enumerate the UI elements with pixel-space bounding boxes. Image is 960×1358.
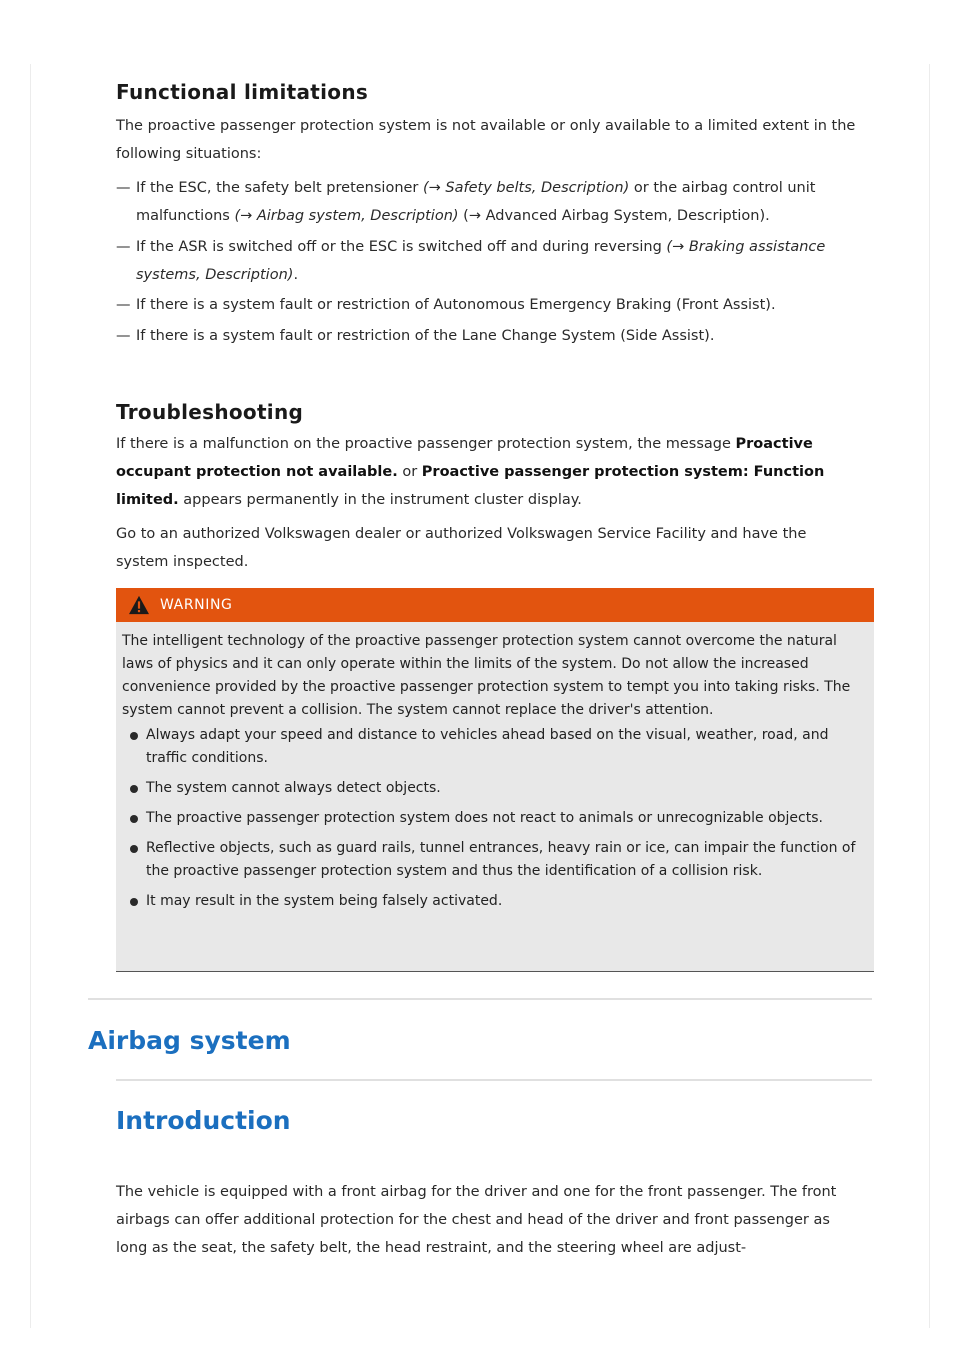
bullet-text: Reflective objects, such as guard rails, tunnel entrances, heavy rain or ice, can impair the function of the proactive passenger protection system and thus the identification of a collision risk. bbox=[146, 840, 856, 879]
list-item bbox=[116, 322, 886, 350]
cross-reference-link[interactable]: (→ Advanced Airbag System, Description). bbox=[458, 208, 770, 224]
list-dash: — bbox=[116, 239, 131, 255]
introduction-heading: Introduction bbox=[116, 1106, 291, 1135]
functional-limitations-intro: The proactive passenger protection system is not available or only available to a limited extent in the following situations: bbox=[116, 118, 856, 162]
paragraph-text: appears permanently in the instrument cluster display. bbox=[178, 492, 582, 508]
bullet-text: Always adapt your speed and distance to vehicles ahead based on the visual, weather, road, and traffic conditions. bbox=[146, 727, 829, 766]
list-text: If the ASR is switched off or the ESC is switched off and during reversing bbox=[136, 239, 667, 255]
page-border-right bbox=[929, 64, 930, 1328]
section-divider bbox=[88, 998, 872, 1000]
airbag-intro-paragraph: The vehicle is equipped with a front airbag for the driver and one for the front passenger. The front airbags can offer additional protection for the chest and head of the driver and front passenger as long as the seat, the safety belt, the head restraint, and the steering wheel are adjust- bbox=[116, 1184, 837, 1256]
list-text: If there is a system fault or restriction of the Lane Change System (Side Assist). bbox=[136, 328, 715, 344]
list-text: . bbox=[293, 267, 299, 283]
list-dash: — bbox=[116, 297, 131, 313]
list-item bbox=[116, 174, 886, 230]
bullet-text: It may result in the system being falsely activated. bbox=[146, 893, 503, 909]
warning-header bbox=[116, 588, 874, 622]
bullet-dot-icon bbox=[130, 732, 138, 740]
list-item bbox=[116, 291, 886, 319]
cross-reference-link[interactable]: (→ Airbag system, Description) bbox=[234, 208, 459, 224]
list-text: If there is a system fault or restriction of Autonomous Emergency Braking (Front Assist). bbox=[136, 297, 776, 313]
warning-bullet bbox=[122, 890, 864, 913]
bullet-dot-icon bbox=[130, 898, 138, 906]
cross-reference-link[interactable]: (→ Safety belts, Description) bbox=[423, 180, 630, 196]
list-text: or the airbag control unit bbox=[629, 180, 816, 196]
subsection-divider bbox=[116, 1079, 872, 1081]
troubleshooting-paragraph bbox=[116, 430, 861, 514]
warning-text: The intelligent technology of the proactive passenger protection system cannot overcome the natural laws of physics and it can only operate within the limits of the system. Do not allow the increased convenience provided by the proactive passenger protection system to tempt you into taking risks. The system cannot prevent a collision. The system cannot replace the driver's attention. bbox=[122, 633, 851, 718]
warning-bullet-list bbox=[122, 724, 864, 913]
list-dash: — bbox=[116, 180, 131, 196]
paragraph-text: If there is a malfunction on the proactive passenger protection system, the message bbox=[116, 436, 736, 452]
warning-box bbox=[116, 588, 874, 972]
cross-reference-link[interactable]: (→ Braking assistance bbox=[666, 239, 826, 255]
display-message: Proactive occupant protection not available. bbox=[116, 436, 813, 480]
cross-reference-link[interactable]: systems, Description) bbox=[136, 267, 294, 283]
bullet-text: The system cannot always detect objects. bbox=[146, 780, 441, 796]
bullet-dot-icon bbox=[130, 785, 138, 793]
warning-bullet bbox=[122, 837, 864, 883]
warning-bullet bbox=[122, 777, 864, 800]
warning-bullet bbox=[122, 724, 864, 770]
troubleshooting-dealer-paragraph: Go to an authorized Volkswagen dealer or authorized Volkswagen Service Facility and have the system inspected. bbox=[116, 526, 807, 570]
bullet-dot-icon bbox=[130, 815, 138, 823]
list-item bbox=[116, 233, 886, 289]
list-text: malfunctions bbox=[136, 208, 235, 224]
page-border-left bbox=[30, 64, 31, 1328]
warning-triangle-icon bbox=[128, 595, 150, 615]
warning-label: WARNING bbox=[160, 597, 233, 613]
paragraph-text: or bbox=[397, 464, 422, 480]
list-dash: — bbox=[116, 328, 131, 344]
airbag-system-heading: Airbag system bbox=[88, 1026, 291, 1055]
list-text: If the ESC, the safety belt pretensioner bbox=[136, 180, 423, 196]
warning-bullet bbox=[122, 807, 864, 830]
functional-limitations-heading: Functional limitations bbox=[116, 80, 369, 104]
warning-body bbox=[116, 622, 874, 913]
bullet-text: The proactive passenger protection system does not react to animals or unrecognizable objects. bbox=[146, 810, 823, 826]
bullet-dot-icon bbox=[130, 845, 138, 853]
display-message: Proactive passenger protection system: Function limited. bbox=[116, 464, 825, 508]
troubleshooting-heading: Troubleshooting bbox=[116, 400, 304, 424]
